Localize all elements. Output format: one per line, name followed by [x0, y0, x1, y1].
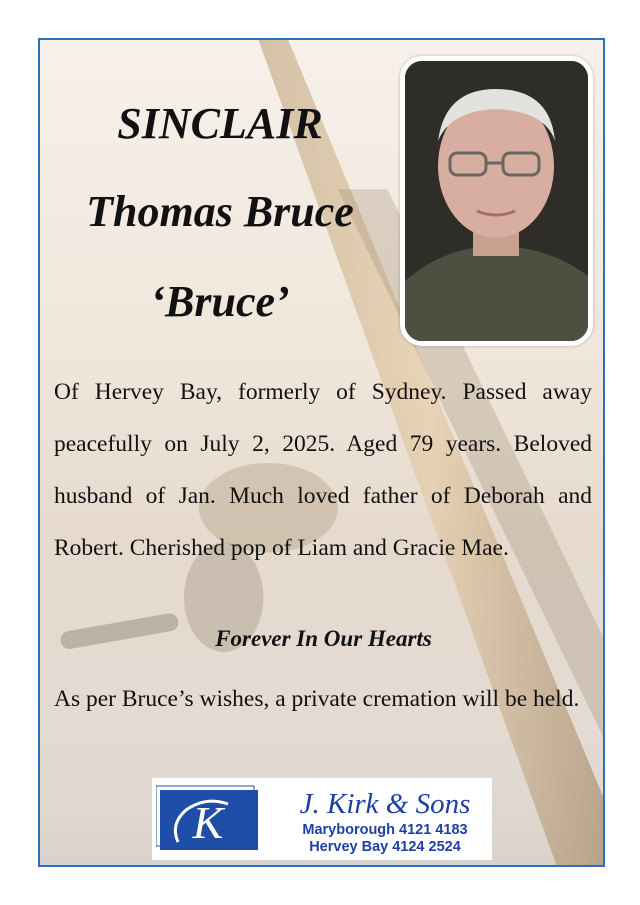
funeral-director-name: J. Kirk & Sons — [299, 788, 471, 820]
motto-text: Forever In Our Hearts — [215, 626, 432, 651]
nickname-heading: ‘Bruce’ — [150, 277, 290, 326]
notice-frame — [38, 38, 605, 867]
funeral-director-logo — [152, 778, 492, 860]
hervey-bay-phone: Hervey Bay 4124 2524 — [309, 839, 461, 855]
svg-text:K: K — [192, 797, 224, 848]
portrait-photo — [400, 56, 593, 346]
portrait-image — [405, 61, 588, 341]
kirk-logo-icon — [156, 784, 266, 854]
maryborough-phone: Maryborough 4121 4183 — [302, 822, 468, 838]
wishes-text: As per Bruce’s wishes, a private cremation will be held. — [54, 686, 580, 712]
given-names-heading: Thomas Bruce — [86, 187, 354, 236]
notice-text: Of Hervey Bay, formerly of Sydney. Passed away peacefully on July 2, 2025. Aged 79 years. Beloved husband of Jan. Much loved father of Deborah and Robert. Cherished pop of Liam and Gracie Mae. — [54, 379, 592, 561]
surname-heading: SINCLAIR — [117, 99, 323, 148]
